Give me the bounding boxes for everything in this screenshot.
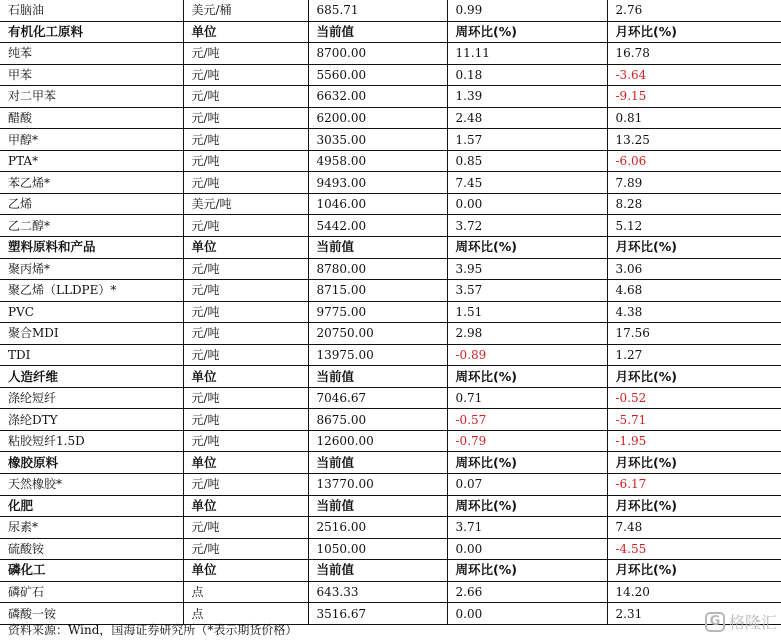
header-item-name: 有机化工原料 [0, 21, 183, 43]
cell-current-value: 8715.00 [308, 280, 447, 302]
cell-unit: 元/吨 [183, 150, 308, 172]
cell-week-change: 0.18 [447, 64, 607, 86]
header-item-name: 人造纤维 [0, 366, 183, 388]
cell-month-change: 5.12 [607, 215, 781, 237]
cell-unit: 元/吨 [183, 86, 308, 108]
table-row [0, 280, 781, 302]
cell-unit: 元/吨 [183, 474, 308, 496]
cell-month-change: 7.48 [607, 517, 781, 539]
cell-current-value: 5560.00 [308, 64, 447, 86]
cell-unit: 点 [183, 603, 308, 625]
cell-month-change: -3.64 [607, 64, 781, 86]
table-row [0, 344, 781, 366]
cell-current-value: 8780.00 [308, 258, 447, 280]
cell-month-change: 17.56 [607, 323, 781, 345]
cell-week-change: 2.66 [447, 581, 607, 603]
cell-item-name: 硫酸铵 [0, 538, 183, 560]
header-unit: 单位 [183, 560, 308, 582]
cell-item-name: 天然橡胶* [0, 474, 183, 496]
header-current-value: 当前值 [308, 21, 447, 43]
watermark-text: 格隆汇 [728, 613, 777, 632]
cell-current-value: 8675.00 [308, 409, 447, 431]
cell-item-name: 涤纶DTY [0, 409, 183, 431]
cell-unit: 元/吨 [183, 215, 308, 237]
cell-item-name: 甲醇* [0, 129, 183, 151]
table-row [0, 129, 781, 151]
header-item-name: 磷化工 [0, 560, 183, 582]
cell-unit: 点 [183, 581, 308, 603]
cell-item-name: 聚乙烯（LLDPE）* [0, 280, 183, 302]
cell-week-change: 3.71 [447, 517, 607, 539]
section-header-row [0, 366, 781, 388]
header-month-change: 月环比(%) [607, 366, 781, 388]
cell-week-change: 1.39 [447, 86, 607, 108]
cell-unit: 元/吨 [183, 344, 308, 366]
table-row [0, 538, 781, 560]
cell-current-value: 9493.00 [308, 172, 447, 194]
table-row [0, 301, 781, 323]
cell-month-change: 1.27 [607, 344, 781, 366]
cell-item-name: TDI [0, 344, 183, 366]
cell-week-change: 2.48 [447, 107, 607, 129]
cell-unit: 元/吨 [183, 64, 308, 86]
cell-week-change: 2.98 [447, 323, 607, 345]
cell-item-name: 醋酸 [0, 107, 183, 129]
header-current-value: 当前值 [308, 366, 447, 388]
cell-current-value: 20750.00 [308, 323, 447, 345]
cell-month-change: -0.52 [607, 387, 781, 409]
header-unit: 单位 [183, 452, 308, 474]
cell-unit: 元/吨 [183, 107, 308, 129]
cell-current-value: 12600.00 [308, 430, 447, 452]
table-row [0, 474, 781, 496]
header-current-value: 当前值 [308, 452, 447, 474]
cell-month-change: 2.31 [607, 603, 781, 625]
cell-current-value: 2516.00 [308, 517, 447, 539]
cell-current-value: 6632.00 [308, 86, 447, 108]
cell-week-change: 0.99 [447, 0, 607, 21]
cell-item-name: 聚丙烯* [0, 258, 183, 280]
cell-week-change: -0.79 [447, 430, 607, 452]
header-month-change: 月环比(%) [607, 560, 781, 582]
cell-week-change: 1.57 [447, 129, 607, 151]
cell-item-name: 磷矿石 [0, 581, 183, 603]
header-current-value: 当前值 [308, 560, 447, 582]
table-row [0, 107, 781, 129]
cell-unit: 元/吨 [183, 280, 308, 302]
header-month-change: 月环比(%) [607, 21, 781, 43]
cell-current-value: 3035.00 [308, 129, 447, 151]
header-month-change: 月环比(%) [607, 237, 781, 259]
header-unit: 单位 [183, 366, 308, 388]
cell-month-change: -4.55 [607, 538, 781, 560]
cell-week-change: 0.07 [447, 474, 607, 496]
watermark-logo-icon: G [705, 612, 725, 632]
cell-month-change: -5.71 [607, 409, 781, 431]
cell-item-name: 涤纶短纤 [0, 387, 183, 409]
cell-month-change: 8.28 [607, 193, 781, 215]
table-row [0, 323, 781, 345]
table-row [0, 409, 781, 431]
section-header-row [0, 495, 781, 517]
header-current-value: 当前值 [308, 495, 447, 517]
cell-week-change: 11.11 [447, 43, 607, 65]
table-row [0, 193, 781, 215]
cell-week-change: 0.00 [447, 603, 607, 625]
cell-item-name: 甲苯 [0, 64, 183, 86]
cell-current-value: 13770.00 [308, 474, 447, 496]
header-week-change: 周环比(%) [447, 21, 607, 43]
section-header-row [0, 560, 781, 582]
header-item-name: 化肥 [0, 495, 183, 517]
cell-current-value: 7046.67 [308, 387, 447, 409]
cell-unit: 元/吨 [183, 323, 308, 345]
cell-item-name: 乙二醇* [0, 215, 183, 237]
cell-week-change: 3.95 [447, 258, 607, 280]
table-row [0, 86, 781, 108]
table-row [0, 0, 781, 21]
cell-unit: 元/吨 [183, 43, 308, 65]
table-row [0, 517, 781, 539]
cell-month-change: 16.78 [607, 43, 781, 65]
table-row [0, 150, 781, 172]
cell-current-value: 5442.00 [308, 215, 447, 237]
cell-week-change: 0.85 [447, 150, 607, 172]
header-unit: 单位 [183, 237, 308, 259]
cell-current-value: 3516.67 [308, 603, 447, 625]
cell-unit: 元/吨 [183, 538, 308, 560]
cell-current-value: 685.71 [308, 0, 447, 21]
table-row [0, 64, 781, 86]
cell-item-name: 尿素* [0, 517, 183, 539]
cell-month-change: -9.15 [607, 86, 781, 108]
cell-item-name: 对二甲苯 [0, 86, 183, 108]
table-row [0, 215, 781, 237]
header-week-change: 周环比(%) [447, 237, 607, 259]
cell-week-change: 3.57 [447, 280, 607, 302]
table-row [0, 172, 781, 194]
section-header-row [0, 237, 781, 259]
cell-week-change: -0.57 [447, 409, 607, 431]
source-note: 资料来源：Wind，国海证券研究所（*表示期货价格） [8, 623, 298, 637]
cell-week-change: 7.45 [447, 172, 607, 194]
cell-unit: 美元/桶 [183, 0, 308, 21]
header-week-change: 周环比(%) [447, 366, 607, 388]
header-month-change: 月环比(%) [607, 495, 781, 517]
cell-current-value: 9775.00 [308, 301, 447, 323]
cell-unit: 元/吨 [183, 301, 308, 323]
watermark [705, 610, 777, 633]
cell-item-name: PTA* [0, 150, 183, 172]
header-week-change: 周环比(%) [447, 452, 607, 474]
cell-month-change: 2.76 [607, 0, 781, 21]
cell-month-change: 3.06 [607, 258, 781, 280]
header-week-change: 周环比(%) [447, 560, 607, 582]
cell-week-change: 0.00 [447, 193, 607, 215]
header-unit: 单位 [183, 21, 308, 43]
cell-unit: 元/吨 [183, 129, 308, 151]
table-row [0, 430, 781, 452]
header-month-change: 月环比(%) [607, 452, 781, 474]
cell-current-value: 6200.00 [308, 107, 447, 129]
cell-item-name: 聚合MDI [0, 323, 183, 345]
cell-month-change: 14.20 [607, 581, 781, 603]
cell-month-change: -1.95 [607, 430, 781, 452]
table-row [0, 581, 781, 603]
table-row [0, 387, 781, 409]
header-week-change: 周环比(%) [447, 495, 607, 517]
cell-unit: 美元/吨 [183, 193, 308, 215]
cell-month-change: 13.25 [607, 129, 781, 151]
cell-month-change: 0.81 [607, 107, 781, 129]
cell-unit: 元/吨 [183, 172, 308, 194]
cell-month-change: 4.68 [607, 280, 781, 302]
cell-item-name: 苯乙烯* [0, 172, 183, 194]
cell-current-value: 1046.00 [308, 193, 447, 215]
header-item-name: 橡胶原料 [0, 452, 183, 474]
cell-unit: 元/吨 [183, 409, 308, 431]
cell-month-change: -6.17 [607, 474, 781, 496]
header-current-value: 当前值 [308, 237, 447, 259]
cell-item-name: 纯苯 [0, 43, 183, 65]
cell-item-name: 石脑油 [0, 0, 183, 21]
cell-month-change: 7.89 [607, 172, 781, 194]
cell-current-value: 8700.00 [308, 43, 447, 65]
cell-week-change: 0.71 [447, 387, 607, 409]
table-row [0, 258, 781, 280]
header-item-name: 塑料原料和产品 [0, 237, 183, 259]
cell-week-change: 0.00 [447, 538, 607, 560]
cell-week-change: -0.89 [447, 344, 607, 366]
cell-item-name: PVC [0, 301, 183, 323]
cell-month-change: -6.06 [607, 150, 781, 172]
header-unit: 单位 [183, 495, 308, 517]
cell-unit: 元/吨 [183, 258, 308, 280]
cell-item-name: 粘胶短纤1.5D [0, 430, 183, 452]
cell-item-name: 乙烯 [0, 193, 183, 215]
cell-current-value: 1050.00 [308, 538, 447, 560]
cell-unit: 元/吨 [183, 387, 308, 409]
cell-month-change: 4.38 [607, 301, 781, 323]
cell-week-change: 3.72 [447, 215, 607, 237]
section-header-row [0, 21, 781, 43]
cell-current-value: 4958.00 [308, 150, 447, 172]
cell-current-value: 13975.00 [308, 344, 447, 366]
cell-unit: 元/吨 [183, 517, 308, 539]
cell-unit: 元/吨 [183, 430, 308, 452]
cell-week-change: 1.51 [447, 301, 607, 323]
cell-current-value: 643.33 [308, 581, 447, 603]
section-header-row [0, 452, 781, 474]
table-row [0, 43, 781, 65]
cell-item-name: 磷酸一铵 [0, 603, 183, 625]
